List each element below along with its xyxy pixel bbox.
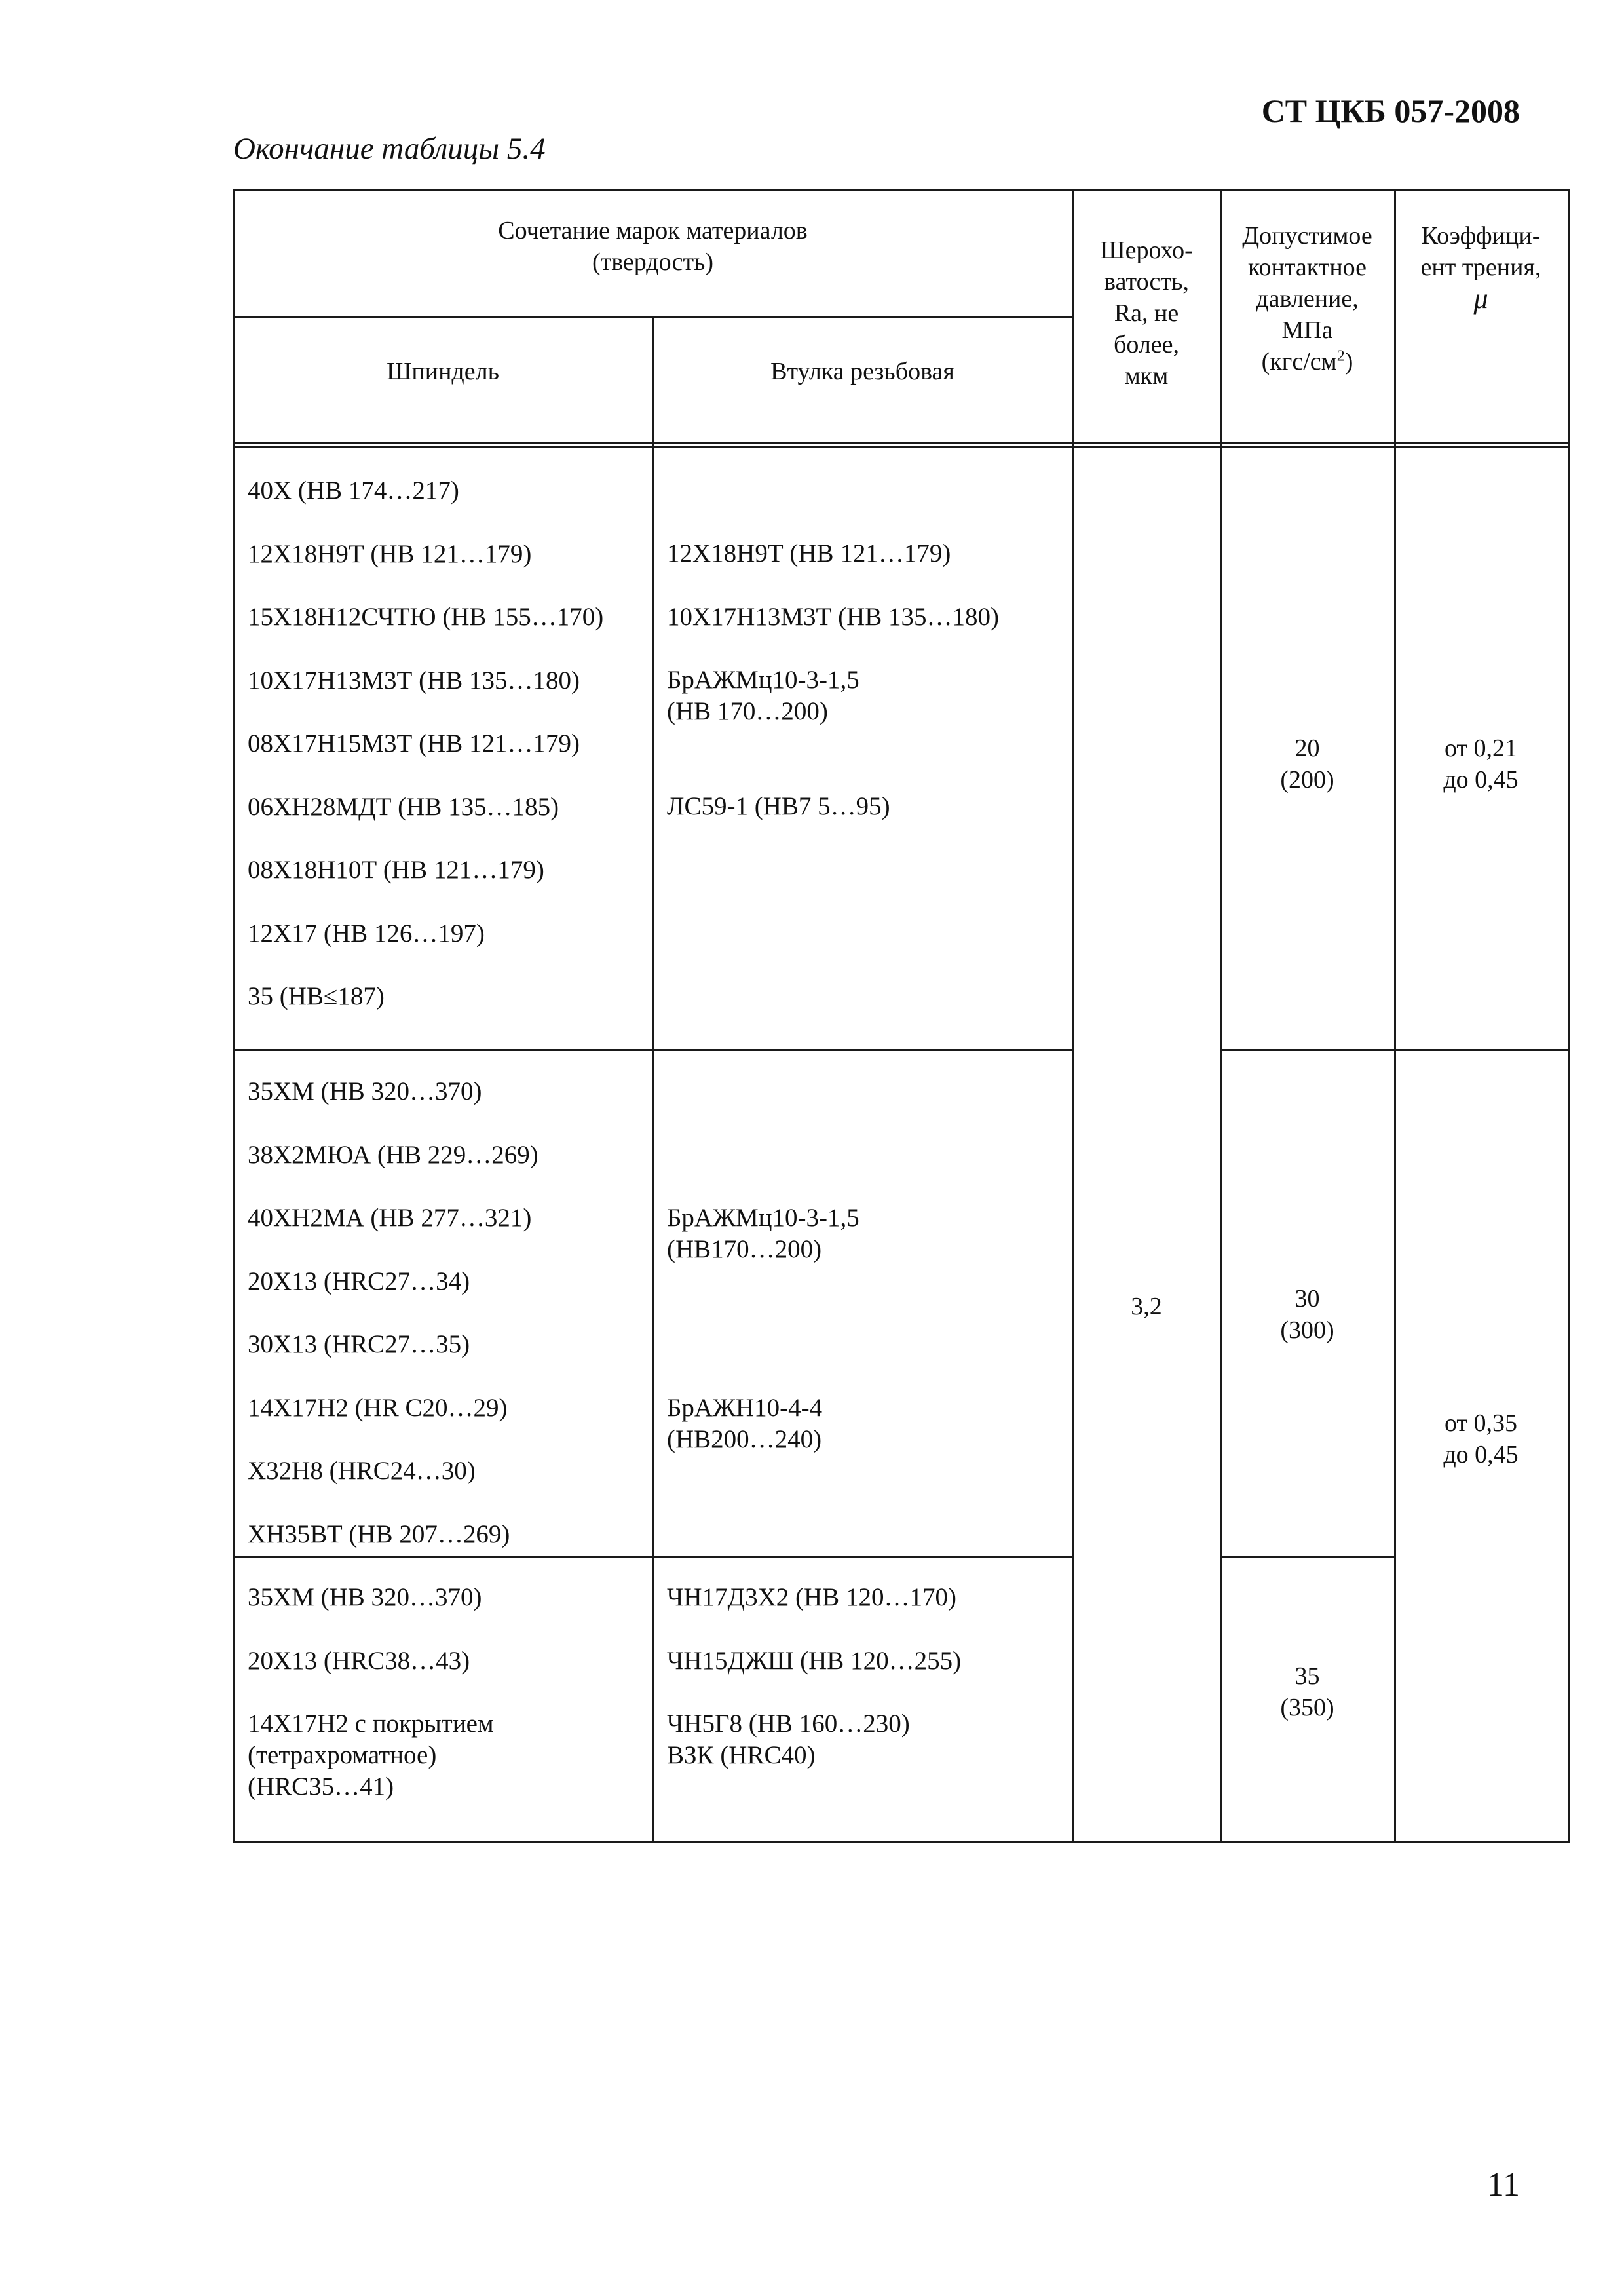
bushing-grade: БрАЖМц10-3-1,5: [667, 1204, 859, 1232]
table-caption: Окончание таблицы 5.4: [233, 132, 546, 166]
group2-bushing-a: [667, 1202, 1070, 1265]
list-item: 40ХН2МА (НВ 277…321): [248, 1204, 532, 1232]
bushing-hardness: (НВ170…200): [667, 1235, 822, 1263]
unit-text-end: ): [1344, 348, 1353, 375]
pressure-value: 35: [1294, 1662, 1320, 1690]
header-roughness: [1072, 235, 1220, 392]
header-roughness-line: более,: [1113, 331, 1180, 358]
friction-min: от 0,35: [1444, 1409, 1518, 1437]
bushing-grade: БрАЖН10-4-4: [667, 1394, 823, 1422]
header-friction-line: Коэффици-: [1421, 222, 1541, 250]
header-roughness-line: ватость,: [1104, 268, 1189, 296]
list-item: 20Х13 (HRC27…34): [248, 1267, 470, 1295]
list-item: 12Х18Н9Т (НВ 121…179): [667, 539, 951, 567]
list-item: (HRC35…41): [248, 1772, 394, 1801]
pressure-value: 20: [1294, 735, 1320, 762]
list-item: 15Х18Н12СЧТЮ (НВ 155…170): [248, 603, 604, 631]
friction-symbol: μ: [1473, 282, 1488, 315]
header-combination: [233, 215, 1072, 278]
list-item: 10Х17Н13М3Т (НВ 135…180): [248, 666, 580, 695]
list-item: Х32Н8 (HRC24…30): [248, 1457, 476, 1485]
list-item: 38Х2МЮА (НВ 229…269): [248, 1140, 538, 1169]
group3-pressure: [1220, 1660, 1394, 1723]
list-item: 40Х (НВ 174…217): [248, 476, 459, 505]
header-pressure-line: давление,: [1256, 285, 1359, 313]
list-item: ЧН5Г8 (НВ 160…230): [667, 1710, 910, 1738]
header-spindle: Шпиндель: [387, 358, 499, 385]
friction-min: от 0,21: [1444, 735, 1518, 762]
list-item: 12Х18Н9Т (НВ 121…179): [248, 539, 532, 568]
list-item: 14Х17Н2 с покрытием: [248, 1710, 494, 1738]
list-item: 35ХМ (НВ 320…370): [248, 1077, 482, 1105]
group1-friction: [1394, 733, 1568, 795]
header-pressure-line: контактное: [1247, 254, 1367, 281]
list-item: 08Х17Н15М3Т (НВ 121…179): [248, 729, 580, 757]
header-roughness-line: мкм: [1124, 362, 1169, 390]
list-item: 12Х17 (НВ 126…197): [248, 919, 485, 947]
list-item: 14Х17Н2 (HR C20…29): [248, 1393, 508, 1422]
list-item: ЧН17Д3Х2 (НВ 120…170): [667, 1583, 956, 1611]
group3-spindle-list: [248, 1582, 651, 1803]
group2-bushing-b: [667, 1392, 1070, 1455]
header-friction: [1394, 220, 1568, 315]
friction-max: до 0,45: [1443, 1441, 1519, 1468]
roughness-value: 3,2: [1131, 1293, 1162, 1320]
pressure-value-kgf: (300): [1280, 1316, 1334, 1344]
list-item: БрАЖМц10-3-1,5: [667, 666, 859, 694]
list-item: 30Х13 (HRC27…35): [248, 1330, 470, 1358]
group1-bushing-list: [667, 538, 1070, 854]
list-item: 35ХМ (НВ 320…370): [248, 1583, 482, 1611]
materials-table: [233, 189, 1570, 1843]
header-pressure-unit: [1262, 346, 1353, 377]
group2-spindle-list: [248, 1076, 651, 1582]
pressure-value: 30: [1294, 1285, 1320, 1312]
header-pressure-line: Допустимое: [1242, 222, 1372, 250]
header-roughness-line: Ra, не: [1114, 299, 1179, 327]
list-item: 35 (НВ≤187): [248, 982, 385, 1010]
list-item: (НВ 170…200): [667, 697, 828, 725]
pressure-value-kgf: (350): [1280, 1694, 1334, 1721]
header-friction-line: ент трения,: [1420, 254, 1541, 281]
group1-spindle-list: [248, 475, 651, 1044]
list-item: 08Х18Н10Т (НВ 121…179): [248, 856, 544, 884]
group3-bushing-list: [667, 1582, 1070, 1771]
header-combination-line: (твердость): [592, 248, 714, 276]
unit-text: (кгс/см: [1261, 348, 1337, 375]
header-pressure-line: МПа: [1281, 316, 1333, 344]
list-item: 20Х13 (HRC38…43): [248, 1646, 470, 1675]
document-code: СТ ЦКБ 057-2008: [1261, 92, 1520, 129]
page-number: 11: [1486, 2166, 1520, 2204]
list-item: 10Х17Н13М3Т (НВ 135…180): [667, 602, 999, 631]
header-combination-line: Сочетание марок материалов: [498, 217, 808, 244]
unit-superscript: 2: [1336, 347, 1345, 365]
bushing-hardness: (НВ200…240): [667, 1425, 822, 1453]
header-bushing: Втулка резьбовая: [770, 358, 954, 385]
group1-pressure: [1220, 733, 1394, 795]
group23-friction: [1394, 1407, 1568, 1470]
friction-max: до 0,45: [1443, 766, 1519, 794]
header-roughness-line: Шерохо-: [1100, 237, 1193, 264]
list-item: 06ХН28МДТ (НВ 135…185): [248, 792, 559, 821]
group2-pressure: [1220, 1283, 1394, 1346]
list-item: ЧН15ДЖШ (НВ 120…255): [667, 1646, 962, 1675]
list-item: ВЗК (HRC40): [667, 1741, 816, 1769]
list-item: ЛС59-1 (НВ7 5…95): [667, 792, 890, 820]
list-item: (тетрахроматное): [248, 1741, 437, 1769]
header-pressure: [1220, 220, 1394, 377]
list-item: ХН35ВТ (НВ 207…269): [248, 1520, 510, 1548]
pressure-value-kgf: (200): [1280, 766, 1334, 794]
